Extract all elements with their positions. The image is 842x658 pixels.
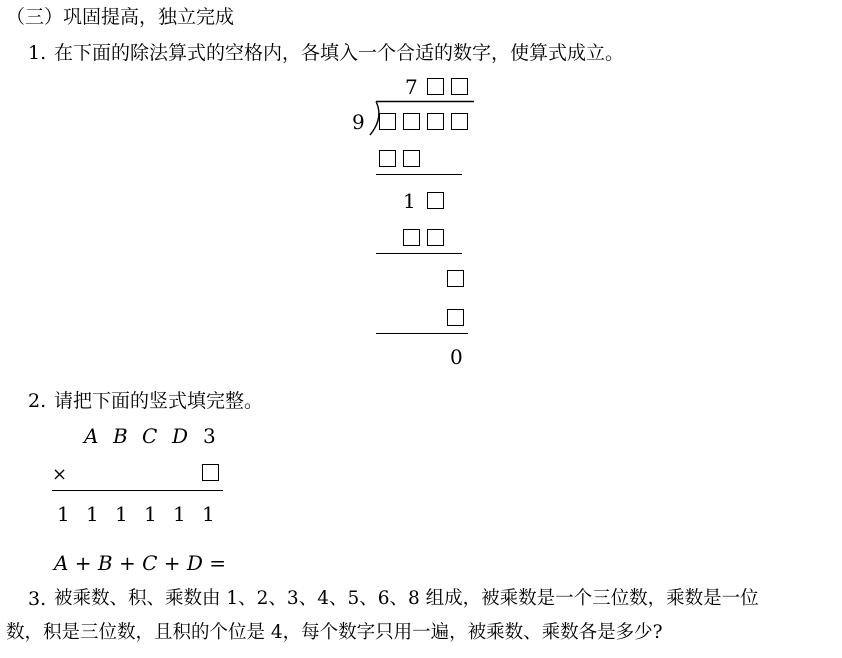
- multiplier-blank-box[interactable]: [202, 464, 219, 481]
- step-blank-box[interactable]: [403, 229, 420, 246]
- quotient-blank-box[interactable]: [427, 78, 444, 95]
- problem-2-number: 2.: [28, 390, 47, 412]
- remainder-digit: 1: [403, 189, 416, 213]
- subtraction-line: [376, 174, 462, 175]
- multiplicand-letter-b: B: [113, 424, 128, 448]
- step-blank-box[interactable]: [427, 192, 444, 209]
- divisor-digit: 9: [352, 110, 365, 134]
- dividend-blank-box[interactable]: [427, 113, 444, 130]
- subtraction-line: [376, 253, 462, 254]
- product-digit: 1: [144, 502, 157, 526]
- dividend-blank-box[interactable]: [379, 113, 396, 130]
- product-digit: 1: [173, 502, 186, 526]
- final-zero: 0: [450, 345, 463, 369]
- step-blank-box[interactable]: [447, 309, 464, 326]
- dividend-blank-box[interactable]: [403, 113, 420, 130]
- product-digit: 1: [202, 502, 215, 526]
- multiplicand-letter-a: A: [84, 424, 99, 448]
- dividend-blank-box[interactable]: [451, 113, 468, 130]
- step-blank-box[interactable]: [379, 150, 396, 167]
- problem-3-line-1: 被乘数、积、乘数由 1、2、3、4、5、6、8 组成，被乘数是一个三位数，乘数是一位: [54, 588, 759, 609]
- product-digit: 1: [86, 502, 99, 526]
- problem-3-line-2: 数，积是三位数，且积的个位是 4，每个数字只用一遍，被乘数、乘数各是多少?: [6, 622, 663, 643]
- quotient-digit: 7: [405, 75, 418, 99]
- product-digit: 1: [115, 502, 128, 526]
- problem-2-text: 请把下面的竖式填完整。: [54, 390, 264, 412]
- sum-equation: A + B + C + D =: [54, 551, 227, 575]
- step-blank-box[interactable]: [403, 150, 420, 167]
- subtraction-line: [376, 333, 468, 334]
- product-line: [52, 490, 223, 491]
- problem-1-text: 在下面的除法算式的空格内，各填入一个合适的数字，使算式成立。: [54, 42, 625, 64]
- multiplicand-letter-c: C: [142, 424, 158, 448]
- section-heading: （三）巩固提高，独立完成: [6, 6, 235, 28]
- multiplicand-letter-d: D: [172, 424, 189, 448]
- times-sign: ×: [52, 464, 68, 485]
- quotient-blank-box[interactable]: [451, 78, 468, 95]
- step-blank-box[interactable]: [427, 229, 444, 246]
- problem-3-number: 3.: [28, 588, 47, 610]
- multiplicand-digit-3: 3: [203, 424, 216, 448]
- step-blank-box[interactable]: [447, 270, 464, 287]
- problem-1-number: 1.: [28, 42, 47, 64]
- product-digit: 1: [57, 502, 70, 526]
